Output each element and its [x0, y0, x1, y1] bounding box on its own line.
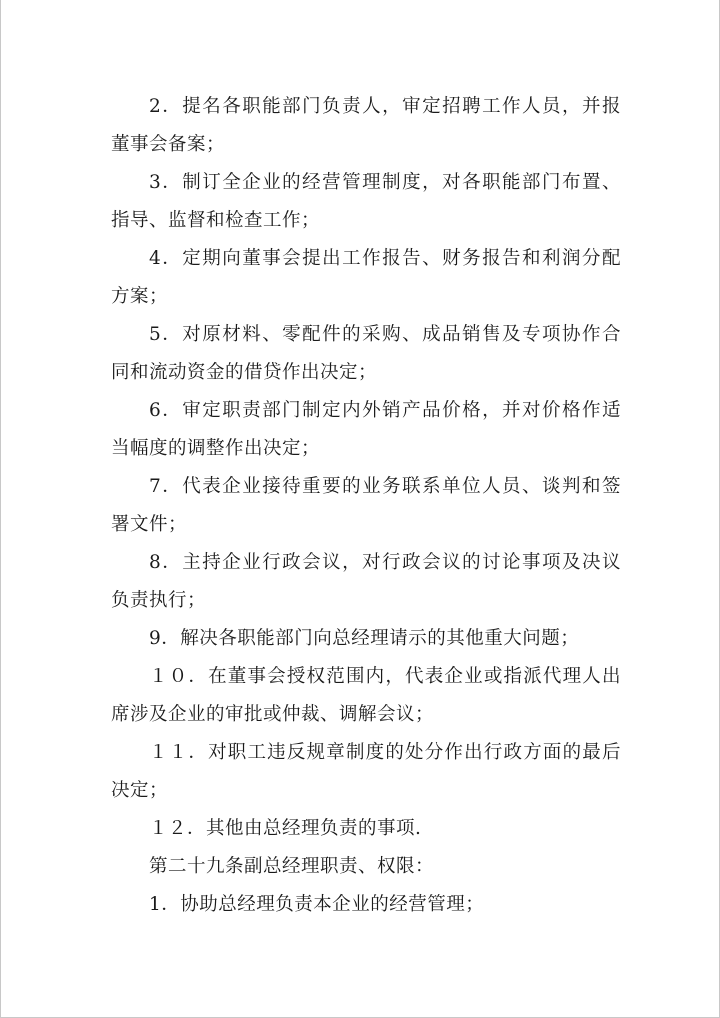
paragraph-line: 4．定期向董事会提出工作报告、财务报告和利润分配: [149, 248, 621, 269]
paragraph-line: 9．解决各职能部门向总经理请示的其他重大问题；: [149, 628, 580, 649]
paragraph-line: 负责执行；: [111, 590, 207, 611]
paragraph-line: 2．提名各职能部门负责人，审定招聘工作人员，并报: [149, 96, 621, 117]
paragraph-line: 当幅度的调整作出决定；: [111, 438, 321, 459]
paragraph-line: 6．审定职责部门制定内外销产品价格，并对价格作适: [149, 400, 621, 421]
paragraph-line: 方案；: [111, 286, 169, 307]
paragraph-line: 同和流动资金的借贷作出决定；: [111, 362, 378, 383]
paragraph-line: 董事会备案；: [111, 134, 226, 155]
paragraph-line: 决定；: [111, 780, 169, 801]
paragraph-line: １０．在董事会授权范围内，代表企业或指派代理人出: [149, 666, 621, 687]
paragraph-line: １２．其他由总经理负责的事项.: [149, 818, 422, 839]
paragraph-line: 指导、监督和检查工作；: [111, 210, 321, 231]
paragraph-line: 7．代表企业接待重要的业务联系单位人员、谈判和签: [149, 476, 621, 497]
paragraph-line: 第二十九条副总经理职责、权限：: [149, 856, 435, 877]
paragraph-line: 署文件；: [111, 514, 188, 535]
paragraph-line: 1．协助总经理负责本企业的经营管理；: [149, 894, 485, 915]
paragraph-line: 3．制订全企业的经营管理制度，对各职能部门布置、: [149, 172, 621, 193]
paragraph-line: １１．对职工违反规章制度的处分作出行政方面的最后: [149, 742, 621, 763]
paragraph-line: 席涉及企业的审批或仲裁、调解会议；: [111, 704, 435, 725]
paragraph-line: 5．对原材料、零配件的采购、成品销售及专项协作合: [149, 324, 621, 345]
paragraph-line: 8．主持企业行政会议，对行政会议的讨论事项及决议: [149, 552, 621, 573]
